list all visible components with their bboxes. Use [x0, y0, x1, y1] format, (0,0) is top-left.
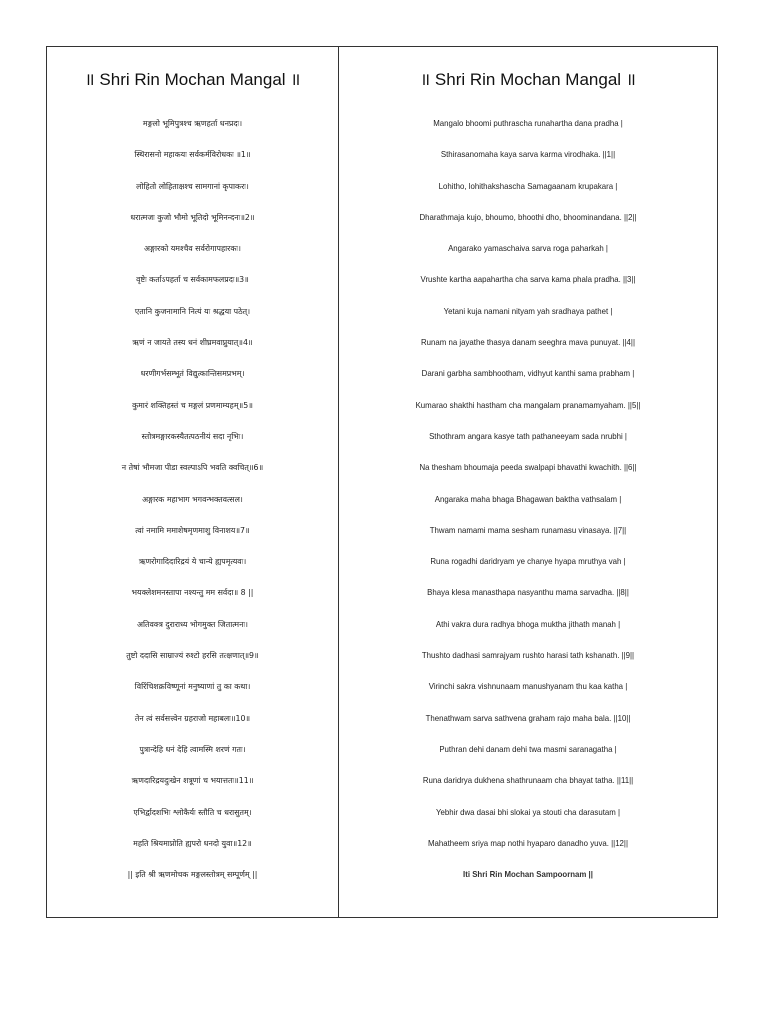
sanskrit-verse-line: वृष्टेः कर्ताऽपहर्ता च सर्वकामफलप्रदः॥3॥	[136, 275, 249, 285]
sanskrit-verse-line: अतिवक्त्र दुराराध्य भोगमुक्त जितात्मनः।	[136, 619, 249, 629]
sanskrit-verse-line: धरणीगर्भसम्भूतं विद्युत्कान्तिसमप्रभम्।	[140, 369, 245, 379]
transliteration-verse-line: Virinchi sakra vishnunaam manushyanam thu kaa katha |	[428, 682, 628, 692]
transliteration-verse-line: Yetani kuja namani nityam yah sradhaya pathet |	[443, 306, 613, 316]
sanskrit-title: ॥ Shri Rin Mochan Mangal ॥	[84, 70, 301, 89]
transliteration-verse-line: Thwam namami mama sesham runamasu vinasaya. ||7||	[429, 525, 627, 535]
transliteration-verse-line: Na thesham bhoumaja peeda swalpapi bhavathi kwachith. ||6||	[419, 463, 637, 473]
sanskrit-verse-line: विरिंचिशक्रविष्णूनां मनुष्याणां तु का कथा।	[134, 682, 251, 692]
sanskrit-verse-line: मङ्गलो भूमिपुत्रश्च ऋणहर्ता धनप्रदः।	[142, 119, 243, 128]
transliteration-verse-line: Runa daridrya dukhena shathrunaam cha bhayat tatha. ||11||	[422, 776, 634, 786]
sanskrit-verse-line: स्तोत्रमङ्गारकस्यैतत्पठनीयं सदा नृभिः।	[141, 431, 244, 441]
sanskrit-verse-line: स्थिरासनो महाकयः सर्वकर्मविरोधकः ॥1॥	[134, 150, 251, 160]
transliteration-verse-line: Sthirasanomaha kaya sarva karma virodhaka. ||1||	[440, 150, 616, 160]
transliteration-verse-line: Runam na jayathe thasya danam seeghra mava punuyat. ||4||	[421, 338, 635, 348]
transliteration-verse-line: Lohitho, lohithakshascha Samagaanam krupakara |	[438, 181, 618, 191]
sanskrit-verse-list	[47, 108, 338, 890]
sanskrit-verse-line: तेन त्वं सर्वसत्त्वेन ग्रहराजो महाबलः॥10॥	[134, 713, 251, 723]
transliteration-verse-line: Athi vakra dura radhya bhoga muktha jithath manah |	[435, 619, 621, 629]
transliteration-verse-line: Sthothram angara kasye tath pathaneeyam sada nrubhi |	[429, 431, 627, 441]
transliteration-verse-line: Thushto dadhasi samrajyam rushto harasi tath kshanath. ||9||	[421, 651, 635, 661]
transliteration-verse-line: Runa rogadhi daridryam ye chanye hyapa mruthya vah |	[430, 557, 626, 567]
sanskrit-column	[47, 47, 339, 917]
transliteration-verse-line: Thenathwam sarva sathvena graham rajo maha bala. ||10||	[425, 713, 631, 723]
sanskrit-verse-line: अङ्गारक महाभाग भगवन्भक्तवत्सल।	[142, 494, 243, 504]
sanskrit-verse-line: भयक्लेशमनस्तापा नश्यन्तु मम सर्वदा॥ 8 ||	[131, 588, 254, 598]
sanskrit-verse-line: तुष्टो ददासि साम्राज्यं रुश्टो हरसि तत्क्षणात्॥9॥	[126, 651, 259, 661]
sanskrit-verse-line: ऋणरोगादिदारिद्रयं ये चान्ये ह्यपमृत्यवः।	[138, 557, 247, 567]
sanskrit-verse-line: ऋणदारिद्रयदुःखेन शत्रूणां च भयात्ततः॥11॥	[131, 776, 254, 786]
transliteration-verse-line: Kumarao shakthi hastham cha mangalam pranamamyaham. ||5||	[415, 400, 641, 410]
transliteration-verse-line: Bhaya klesa manasthapa nasyanthu mama sarvadha. ||8||	[427, 588, 629, 598]
transliteration-verse-line: Darani garbha sambhootham, vidhyut kanthi sama prabham |	[421, 369, 635, 379]
sanskrit-verse-line: अङ्गारको यमश्चैव सर्वरोगापहारकः।	[144, 244, 241, 254]
sanskrit-verse-line: पुत्रान्देहि धनं देहि त्वामस्मि शरणं गतः।	[139, 744, 246, 754]
transliteration-title: ॥ Shri Rin Mochan Mangal ॥	[420, 70, 636, 89]
sanskrit-verse-line: ऋणं न जायते तस्य धनं शीघ्रमवाप्नुयात्॥4॥	[132, 338, 253, 348]
transliteration-verse-line: Mangalo bhoomi puthrascha runahartha dana pradha |	[433, 119, 623, 128]
transliteration-verse-line: Puthran dehi danam dehi twa masmi saranagatha |	[439, 744, 617, 754]
sanskrit-verse-line: महति श्रियमाप्नोति ह्यपरो धनदो युवा॥12॥	[133, 838, 252, 848]
verse-table	[46, 46, 718, 918]
sanskrit-verse-line: न तेषां भौमजा पीडा स्वल्पाऽपि भवति क्वचित्॥6॥	[121, 463, 264, 473]
transliteration-verse-line: Iti Shri Rin Mochan Sampoornam ||	[463, 870, 593, 880]
transliteration-column	[339, 47, 717, 917]
transliteration-verse-line: Angaraka maha bhaga Bhagawan baktha vathsalam |	[434, 494, 622, 504]
transliteration-verse-list	[339, 108, 717, 890]
transliteration-verse-line: Vrushte kartha aapahartha cha sarva kama phala pradha. ||3||	[420, 275, 636, 285]
sanskrit-verse-line: धरात्मजः कुजो भौमो भूतिदो भूमिनन्दनः॥2॥	[130, 212, 255, 222]
transliteration-verse-line: Yebhir dwa dasai bhi slokai ya stouti cha darasutam |	[435, 807, 620, 817]
sanskrit-verse-line: त्वां नमामि ममाशेषमृणमाशु विनाशय॥7॥	[135, 525, 250, 535]
transliteration-verse-line: Angarako yamaschaiva sarva roga paharkah |	[448, 244, 608, 254]
sanskrit-verse-line: एभिर्द्वादशभिः श्लोकैर्यः स्तौति च धरासुतम्।	[133, 807, 252, 817]
sanskrit-verse-line: कुमारं शक्तिहस्तं च मङ्गलं प्रणमाम्यहम्॥5॥	[132, 400, 253, 410]
sanskrit-verse-line: || इति श्री ऋणमोचक मङ्गलस्तोत्रम् सम्पूर्णम् ||	[127, 870, 258, 880]
sanskrit-verse-line: लोहितो लोहिताक्षश्च सामगानां कृपाकरः।	[136, 181, 249, 191]
transliteration-verse-line: Mahatheem sriya map nothi hyaparo danadho yuva. ||12||	[427, 838, 628, 848]
transliteration-verse-line: Dharathmaja kujo, bhoumo, bhoothi dho, bhoominandana. ||2||	[419, 212, 637, 222]
sanskrit-verse-line: एतानि कुजनामानि नित्यं यः श्रद्धया पठेत्।	[134, 306, 251, 316]
